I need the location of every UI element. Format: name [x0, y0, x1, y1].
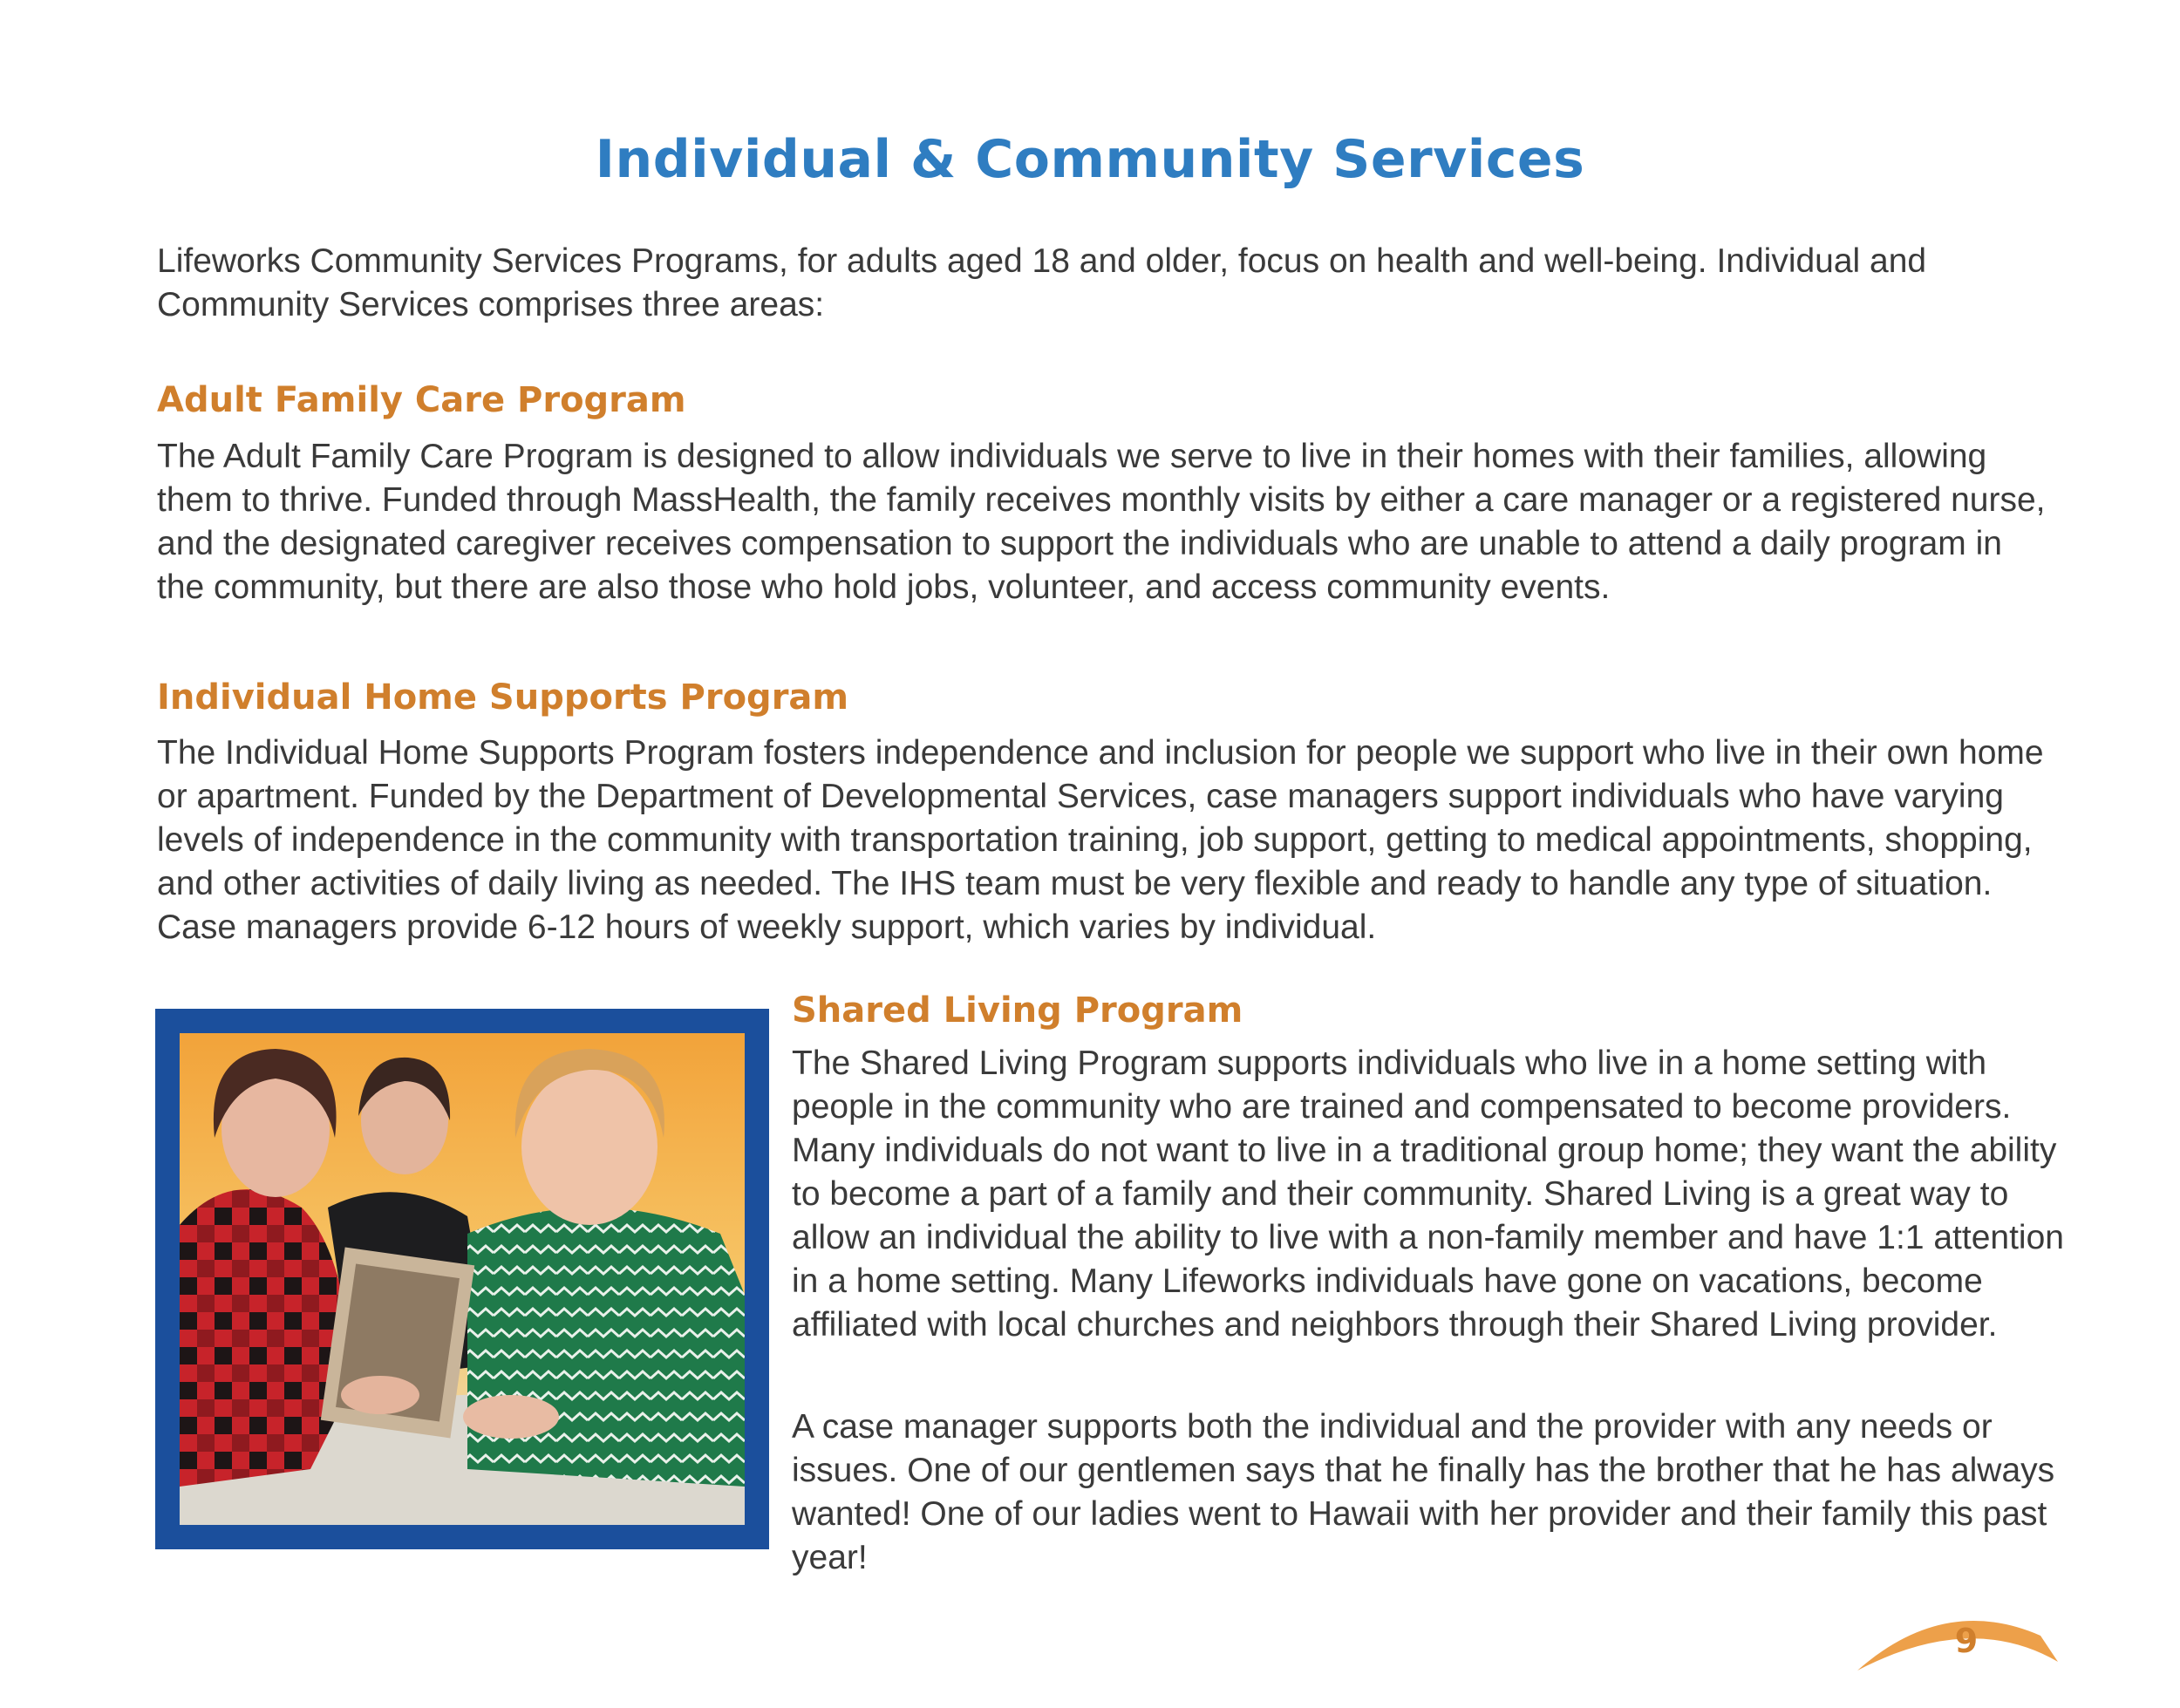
shared-living-paragraph-2: A case manager supports both the individual and the provider with any needs or issues. One of our gentlemen says that he finally has the brother that he has always wanted! One of our ladies went to Hawaii with her provider and their family this past year! — [792, 1408, 2055, 1576]
program-photo — [155, 1009, 769, 1549]
shared-living-heading: Shared Living Program — [792, 990, 1243, 1031]
page-number: 9 — [1954, 1622, 1979, 1660]
page-title: Individual & Community Services — [595, 129, 1585, 190]
photo-illustration — [180, 1033, 745, 1525]
adult-family-care-paragraph: The Adult Family Care Program is designed to allow individuals we serve to live in their homes with their families, allowing them to thrive. Funded through MassHealth, the family receives monthly visits by either a care manager or a registered nurse, and the designated caregiver receives compensation to support the individuals who are unable to attend a daily program in the community, but there are also those who hold jobs, volunteer, and access community events. — [157, 438, 2046, 606]
shared-living-paragraph-1: The Shared Living Program supports individuals who live in a home setting with people in the community who are trained and compensated to become providers. Many individuals do not want to live in a traditional group home; they want the ability to become a part of a family and their community. Shared Living is a great way to allow an individual the ability to live with a non-family member and have 1:1 attention in a home setting. Many Lifeworks individuals have gone on vacations, become affiliated with local churches and neighbors through their Shared Living provider. — [792, 1045, 2064, 1344]
individual-home-supports-paragraph: The Individual Home Supports Program fosters independence and inclusion for people we support who live in their own home or apartment. Funded by the Department of Developmental Services, case managers support individuals who have varying levels of independence in the community with transportation training, job support, getting to medical appointments, shopping, and other activities of daily living as needed. The IHS team must be very flexible and ready to handle any type of situation. Case managers provide 6-12 hours of weekly support, which varies by individual. — [157, 734, 2044, 946]
adult-family-care-heading: Adult Family Care Program — [157, 380, 686, 420]
individual-home-supports-heading: Individual Home Supports Program — [157, 677, 849, 718]
intro-paragraph: Lifeworks Community Services Programs, for adults aged 18 and older, focus on health and well-being. Individual and Community Services comprises three areas: — [157, 242, 1927, 323]
